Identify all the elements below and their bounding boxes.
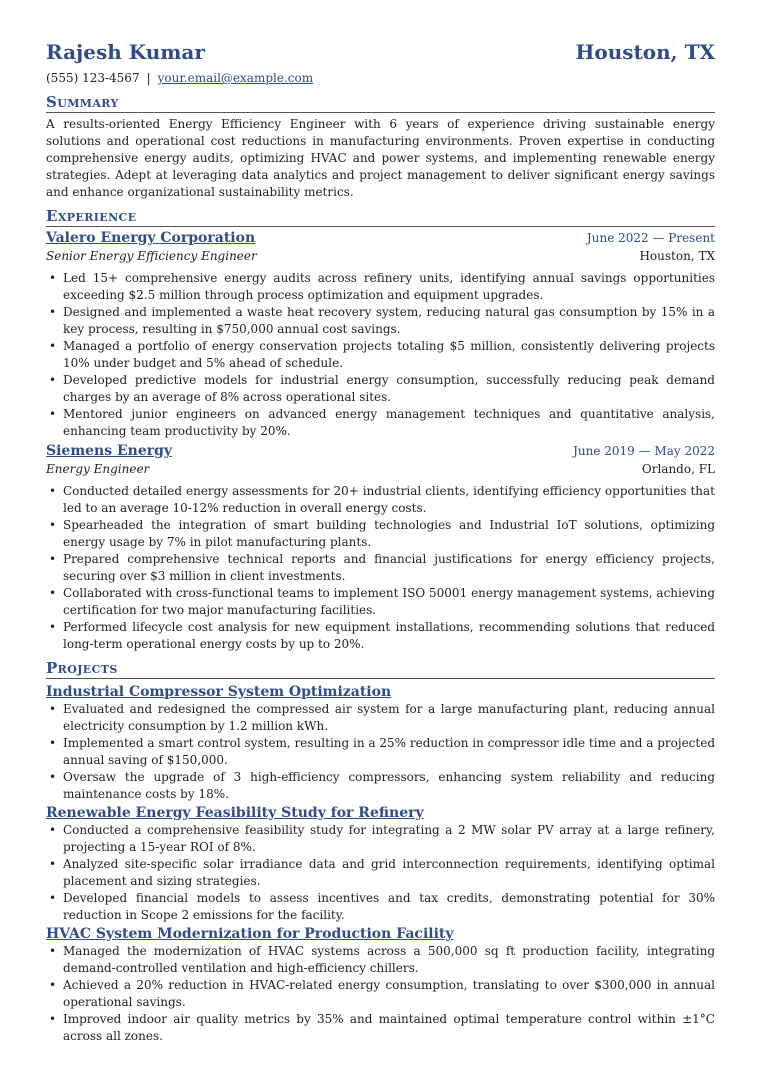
bullet-item: • Achieved a 20% reduction in HVAC-related energy consumption, translating to over $300,000 in annual operational savings. xyxy=(46,977,715,1011)
bullet-item: • Conducted a comprehensive feasibility study for integrating a 2 MW solar PV array at a large refinery, projecting a 15-year ROI of 8%. xyxy=(46,822,715,856)
job-role: Senior Energy Efficiency Engineer xyxy=(46,249,257,263)
project-bullets xyxy=(46,943,715,1045)
bullet-item: • Managed a portfolio of energy conservation projects totaling $5 million, consistently delivering projects 10% under budget and 5% ahead of schedule. xyxy=(46,338,715,372)
company-link-siemens[interactable]: Siemens Energy xyxy=(46,443,173,459)
resume-header xyxy=(46,38,715,68)
bullet-item: • Designed and implemented a waste heat recovery system, reducing natural gas consumption by 15% in a key process, resulting in $750,000 annual cost savings. xyxy=(46,304,715,338)
company-link-valero[interactable]: Valero Energy Corporation xyxy=(46,230,256,246)
bullet-item: • Prepared comprehensive technical reports and financial justifications for energy efficiency projects, securing over $3 million in client investments. xyxy=(46,551,715,585)
summary-heading: Summary xyxy=(46,94,715,113)
bullet-item: • Implemented a smart control system, resulting in a 25% reduction in compressor idle time and a projected annual saving of $150,000. xyxy=(46,735,715,769)
bullet-item: • Performed lifecycle cost analysis for new equipment installations, recommending solutions that reduced long-term operational energy costs by up to 20%. xyxy=(46,619,715,653)
job-subheader xyxy=(46,461,715,478)
experience-heading: Experience xyxy=(46,208,715,227)
bullet-item: • Analyzed site-specific solar irradiance data and grid interconnection requirements, identifying optimal placement and sizing strategies. xyxy=(46,856,715,890)
contact-separator: | xyxy=(146,71,151,85)
candidate-location: Houston, TX xyxy=(575,40,715,64)
job-dates: June 2019 — May 2022 xyxy=(573,444,715,458)
bullet-item: • Conducted detailed energy assessments for 20+ industrial clients, identifying efficiency opportunities that led to an average 10-12% reduction in overall energy costs. xyxy=(46,483,715,517)
bullet-item: • Developed financial models to assess incentives and tax credits, demonstrating potential for 30% reduction in Scope 2 emissions for the facility. xyxy=(46,890,715,924)
job-dates: June 2022 — Present xyxy=(586,231,715,245)
bullet-item: • Spearheaded the integration of smart building technologies and Industrial IoT solutions, optimizing energy usage by 7% in pilot manufacturing plants. xyxy=(46,517,715,551)
email-link[interactable]: your.email@example.com xyxy=(157,71,314,85)
project-bullets xyxy=(46,822,715,924)
project-entry-renewable xyxy=(46,805,715,924)
summary-text: A results-oriented Energy Efficiency Engineer with 6 years of experience driving sustainable energy solutions and operational cost reductions in manufacturing environments. Proven expertise in conducting comprehensive energy audits, optimizing HVAC and power systems, and implementing renewable energy strategies. Adept at leveraging data analytics and project management to deliver significant energy savings and enhance organizational sustainability metrics. xyxy=(46,117,715,199)
job-header xyxy=(46,230,715,247)
bullet-item: • Oversaw the upgrade of 3 high-efficiency compressors, enhancing system reliability and reducing maintenance costs by 18%. xyxy=(46,769,715,803)
job-subheader xyxy=(46,248,715,265)
project-title-link[interactable]: Industrial Compressor System Optimization xyxy=(46,684,392,700)
job-location: Houston, TX xyxy=(639,249,715,263)
candidate-name: Rajesh Kumar xyxy=(46,40,205,64)
bullet-item: • Mentored junior engineers on advanced energy management techniques and quantitative analysis, enhancing team productivity by 20%. xyxy=(46,406,715,440)
project-entry-compressor xyxy=(46,684,715,803)
job-location: Orlando, FL xyxy=(641,462,715,476)
bullet-item: • Improved indoor air quality metrics by 35% and maintained optimal temperature control within ±1°C across all zones. xyxy=(46,1011,715,1045)
bullet-item: • Evaluated and redesigned the compressed air system for a large manufacturing plant, reducing annual electricity consumption by 1.2 million kWh. xyxy=(46,701,715,735)
bullet-item: • Led 15+ comprehensive energy audits across refinery units, identifying annual savings opportunities exceeding $2.5 million through process optimization and equipment upgrades. xyxy=(46,270,715,304)
job-bullets xyxy=(46,483,715,653)
job-bullets xyxy=(46,270,715,440)
contact-line xyxy=(46,69,715,87)
job-role: Energy Engineer xyxy=(46,462,150,476)
project-title-link[interactable]: Renewable Energy Feasibility Study for Refinery xyxy=(46,805,424,821)
job-entry-valero xyxy=(46,230,715,440)
project-bullets xyxy=(46,701,715,803)
phone-number: (555) 123-4567 xyxy=(46,71,140,85)
bullet-item: • Managed the modernization of HVAC systems across a 500,000 sq ft production facility, integrating demand-controlled ventilation and high-efficiency chillers. xyxy=(46,943,715,977)
bullet-item: • Developed predictive models for industrial energy consumption, successfully reducing peak demand charges by an average of 8% across operational sites. xyxy=(46,372,715,406)
project-title-link[interactable]: HVAC System Modernization for Production Facility xyxy=(46,926,454,942)
bullet-item: • Collaborated with cross-functional teams to implement ISO 50001 energy management systems, achieving certification for two major manufacturing facilities. xyxy=(46,585,715,619)
project-entry-hvac xyxy=(46,926,715,1045)
projects-heading: Projects xyxy=(46,660,715,679)
job-entry-siemens xyxy=(46,443,715,653)
job-header xyxy=(46,443,715,460)
